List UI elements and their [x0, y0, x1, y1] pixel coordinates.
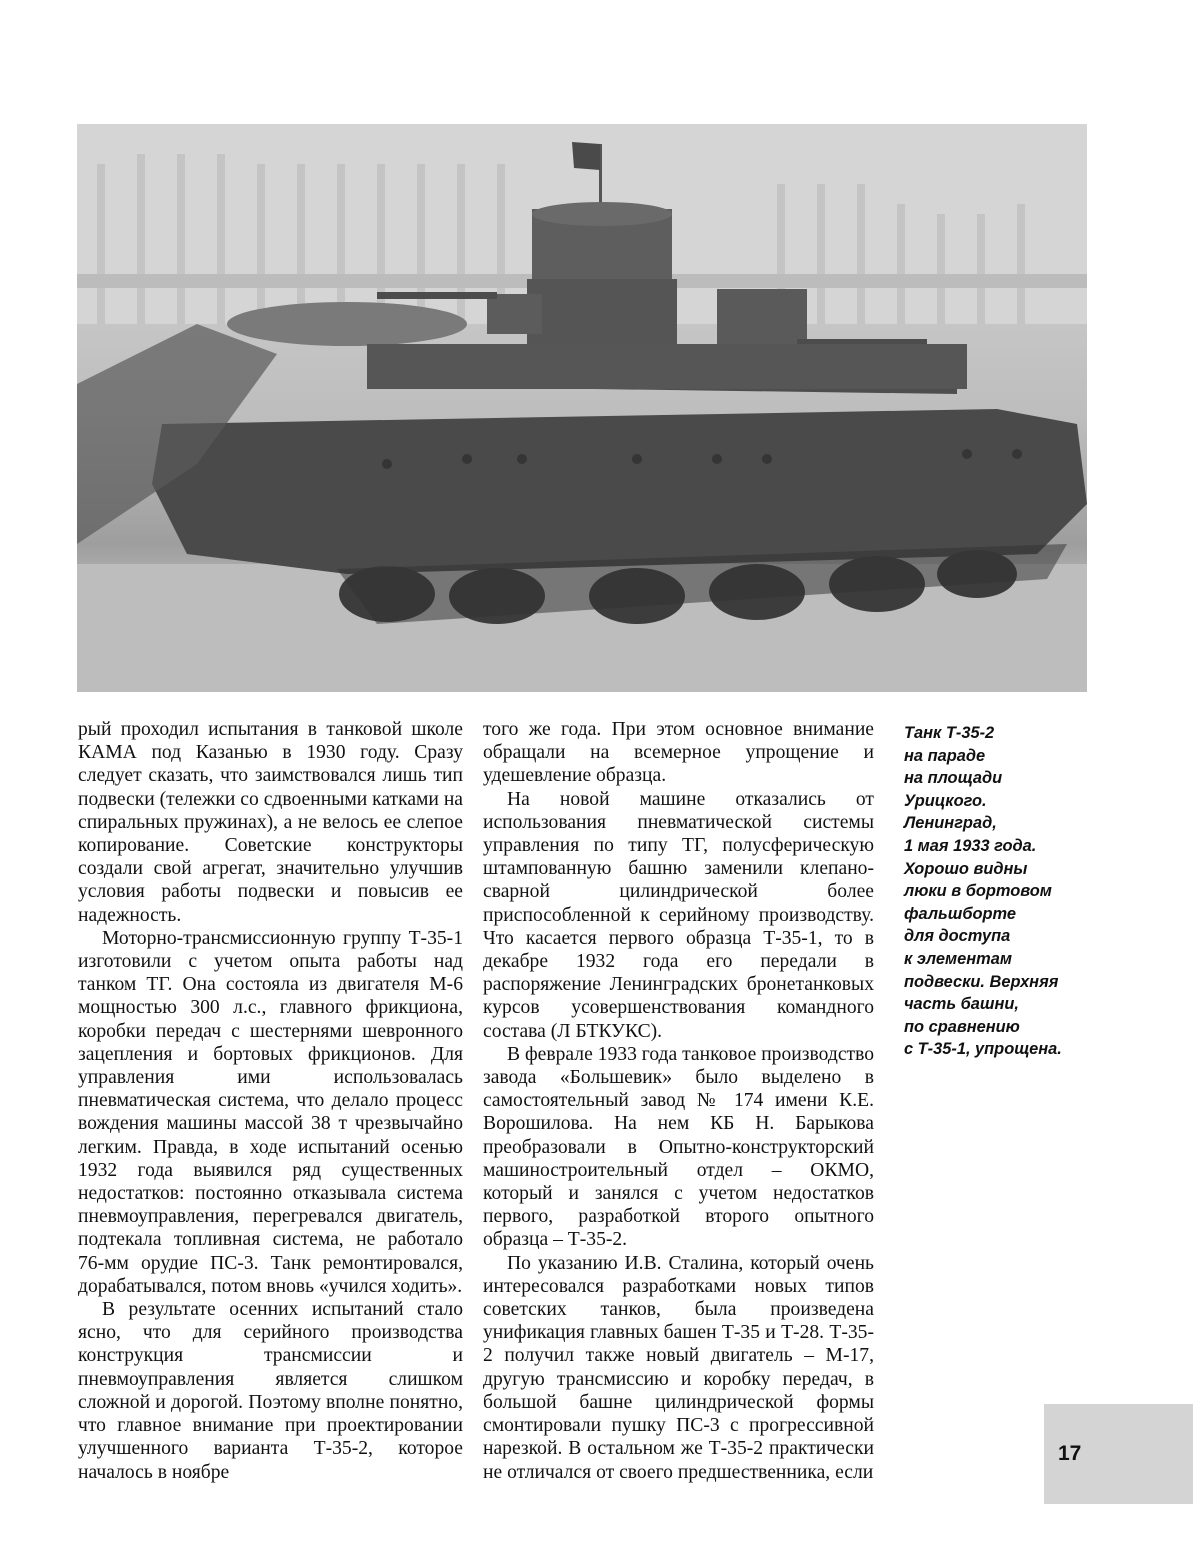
- caption-line: фальшборте: [904, 904, 1016, 923]
- caption-line: для доступа: [904, 927, 1011, 946]
- caption-line: с Т-35-1, упрощена.: [904, 1040, 1062, 1059]
- caption-line: часть башни,: [904, 995, 1019, 1014]
- text-column-1: [78, 718, 463, 1484]
- page-number: 17: [1058, 1442, 1082, 1465]
- paragraph: того же года. При этом основное внимание обращали на всемерное упрощение и удешевление образца.: [483, 719, 874, 787]
- caption-line: на параде: [904, 746, 986, 765]
- tank-illustration: [77, 124, 1087, 692]
- caption-line: Урицкого.: [904, 791, 987, 810]
- photo-caption: [904, 722, 1094, 1061]
- page-number-tab: [1044, 1404, 1193, 1504]
- caption-line: 1 мая 1933 года.: [904, 836, 1037, 855]
- paragraph: В результате осенних испытаний стало ясно, что для серийного производства конструкция трансмиссии и пневмоуправления является слишком сложной и дорогой. Поэтому вполне понятно, что главное внимание при проектировании улучшенного варианта Т-35-2, которое началось в ноябре: [78, 1299, 463, 1483]
- caption-line: Ленинград,: [904, 814, 997, 833]
- caption-line: подвески. Верхняя: [904, 972, 1059, 991]
- caption-line: люки в бортовом: [904, 882, 1052, 901]
- caption-line: Танк Т-35-2: [904, 724, 995, 742]
- caption-line: к элементам: [904, 949, 1012, 968]
- paragraph: По указанию И.В. Сталина, который очень интересовался разработками новых типов советских танков, была произведена унификация главных башен Т-35 и Т-28. Т-35-2 получил также новый двигатель – М-17, другую трансмиссию и коробку передач, в большой башне цилиндрической формы смонтировали пушку ПС-3 с прогрессивной нарезкой. В остальном же Т-35-2 практически не отличался от своего предшественника, если: [483, 1252, 874, 1483]
- text-column-2: [483, 718, 874, 1484]
- tank-photo: [77, 124, 1087, 692]
- paragraph: рый проходил испытания в танковой школе КАМА под Казанью в 1930 году. Сразу следует сказать, что заимствовался лишь тип подвески (тележки со сдвоенными катками на спиральных пружинах), а не велось ее слепое копирование. Советские конструкторы создали свой агрегат, значительно улучшив условия работы подвески и повысив ее надежность.: [78, 719, 463, 926]
- paragraph: В феврале 1933 года танковое производство завода «Большевик» было выделено в самостоятельный завод № 174 имени К.Е. Ворошилова. На нем КБ Н. Барыкова преобразовали в Опытно-конструкторский машиностроительный отдел – ОКМО, который и занялся с учетом недостатков первого, разработкой второго опытного образца – Т-35-2.: [483, 1043, 874, 1251]
- paragraph: На новой машине отказались от использования пневматической системы управления по типу ТГ, полусферическую штампованную башню заменили клепано-сварной цилиндрической более приспособленной к серийному производству. Что касается первого образца Т-35-1, то в декабре 1932 года его передали в распоряжение Ленинградских бронетанковых курсов усовершенствования командного состава (Л БТКУКС).: [483, 788, 874, 1042]
- paragraph: Моторно-трансмиссионную группу Т-35-1 изготовили с учетом опыта работы над танком ТГ. Она состояла из двигателя М-6 мощностью 300 л.с., главного фрикциона, коробки передач с шестернями шевронного зацепления и бортовых фрикционов. Для управления ими использовалась пневматическая система, что делало процесс вождения машины массой 38 т чрезвычайно легким. Правда, в ходе испытаний осенью 1932 года выявился ряд существенных недостатков: постоянно отказывала система пневмоуправления, перегревался двигатель, подтекала топливная система, не работало 76-мм орудие ПС-3. Танк ремонтировался, дорабатывался, потом вновь «учился ходить».: [78, 927, 463, 1297]
- caption-line: по сравнению: [904, 1017, 1020, 1036]
- caption-line: Хорошо видны: [904, 859, 1028, 878]
- caption-line: на площади: [904, 769, 1003, 788]
